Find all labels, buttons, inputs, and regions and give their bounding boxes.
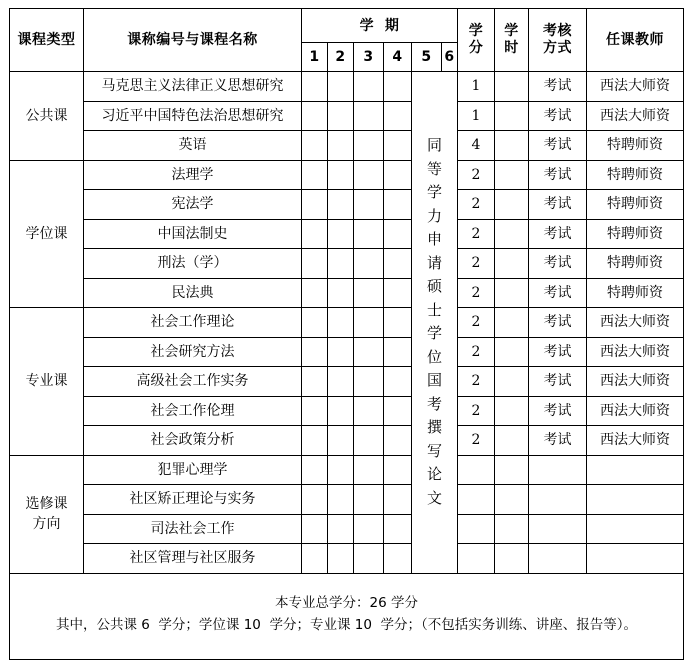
term-cell bbox=[302, 72, 328, 102]
credit-value: 2 bbox=[458, 278, 495, 308]
term-cell bbox=[354, 485, 384, 515]
course-table bbox=[9, 8, 684, 660]
course-name: 宪法学 bbox=[84, 190, 302, 220]
term-cell bbox=[328, 72, 354, 102]
credit-value: 2 bbox=[458, 249, 495, 279]
term-cell bbox=[354, 101, 384, 131]
term-cell bbox=[328, 308, 354, 338]
assessment-value: 考试 bbox=[529, 308, 587, 338]
table-row bbox=[10, 485, 684, 515]
course-name: 犯罪心理学 bbox=[84, 455, 302, 485]
credit-value: 2 bbox=[458, 219, 495, 249]
term-cell bbox=[328, 544, 354, 574]
course-name: 社会研究方法 bbox=[84, 337, 302, 367]
credit-value: 2 bbox=[458, 160, 495, 190]
term-cell bbox=[384, 367, 412, 397]
credit-value bbox=[458, 544, 495, 574]
credit-breakdown: 其中，公共课 6 学分；学位课 10 学分；专业课 10 学分；（不包括实务训练、讲座、报告等）。 bbox=[55, 616, 638, 633]
course-name: 社会政策分析 bbox=[84, 426, 302, 456]
course-name: 刑法（学） bbox=[84, 249, 302, 279]
term-cell bbox=[354, 426, 384, 456]
term-cell bbox=[354, 190, 384, 220]
term-cell bbox=[384, 544, 412, 574]
term-cell bbox=[328, 455, 354, 485]
term-cell bbox=[354, 219, 384, 249]
table-row bbox=[10, 278, 684, 308]
term-cell bbox=[384, 160, 412, 190]
term-cell bbox=[328, 396, 354, 426]
table-row bbox=[10, 396, 684, 426]
assessment-value bbox=[529, 485, 587, 515]
hours-value bbox=[495, 308, 529, 338]
term-cell bbox=[328, 426, 354, 456]
term-1: 1 bbox=[302, 43, 328, 72]
hours-value bbox=[495, 544, 529, 574]
term-cell bbox=[302, 219, 328, 249]
assessment-value: 考试 bbox=[529, 190, 587, 220]
term-cell bbox=[302, 544, 328, 574]
header-assessment: 考核方式 bbox=[529, 9, 587, 72]
header-course-type: 课程类型 bbox=[10, 9, 84, 72]
hours-value bbox=[495, 426, 529, 456]
term-cell bbox=[302, 101, 328, 131]
term-4: 4 bbox=[384, 43, 412, 72]
table-row bbox=[10, 219, 684, 249]
teacher-value: 西法大师资 bbox=[587, 72, 684, 102]
term-cell bbox=[328, 190, 354, 220]
credit-value: 1 bbox=[458, 101, 495, 131]
term-cell bbox=[328, 337, 354, 367]
teacher-value: 西法大师资 bbox=[587, 396, 684, 426]
hours-value bbox=[495, 190, 529, 220]
credit-value: 1 bbox=[458, 72, 495, 102]
term-cell bbox=[302, 426, 328, 456]
table-row bbox=[10, 544, 684, 574]
assessment-value: 考试 bbox=[529, 131, 587, 161]
table-row bbox=[10, 160, 684, 190]
teacher-value: 特聘师资 bbox=[587, 278, 684, 308]
term-cell bbox=[328, 367, 354, 397]
term-cell bbox=[384, 396, 412, 426]
teacher-value: 特聘师资 bbox=[587, 160, 684, 190]
hours-value bbox=[495, 455, 529, 485]
assessment-value: 考试 bbox=[529, 219, 587, 249]
credit-value bbox=[458, 485, 495, 515]
assessment-value: 考试 bbox=[529, 101, 587, 131]
term-cell bbox=[384, 337, 412, 367]
teacher-value bbox=[587, 485, 684, 515]
hours-value bbox=[495, 131, 529, 161]
course-name: 社区管理与社区服务 bbox=[84, 544, 302, 574]
term-cell bbox=[384, 485, 412, 515]
teacher-value bbox=[587, 514, 684, 544]
course-name: 马克思主义法律正义思想研究 bbox=[84, 72, 302, 102]
term-cell bbox=[328, 101, 354, 131]
assessment-value: 考试 bbox=[529, 426, 587, 456]
course-name: 社会工作理论 bbox=[84, 308, 302, 338]
table-row bbox=[10, 367, 684, 397]
teacher-value: 西法大师资 bbox=[587, 308, 684, 338]
term-cell bbox=[384, 72, 412, 102]
credit-value: 2 bbox=[458, 337, 495, 367]
term-cell bbox=[302, 160, 328, 190]
term-cell bbox=[354, 278, 384, 308]
term-cell bbox=[384, 249, 412, 279]
course-name: 社会工作伦理 bbox=[84, 396, 302, 426]
table-row bbox=[10, 308, 684, 338]
term-cell bbox=[328, 514, 354, 544]
credit-value bbox=[458, 514, 495, 544]
term-cell bbox=[302, 514, 328, 544]
table-row bbox=[10, 514, 684, 544]
term-cell bbox=[384, 190, 412, 220]
term-cell bbox=[354, 160, 384, 190]
table-row bbox=[10, 337, 684, 367]
teacher-value: 特聘师资 bbox=[587, 219, 684, 249]
term-5: 5 bbox=[412, 43, 442, 72]
assessment-value: 考试 bbox=[529, 337, 587, 367]
credit-value: 2 bbox=[458, 367, 495, 397]
term-cell bbox=[384, 308, 412, 338]
hours-value bbox=[495, 219, 529, 249]
term-cell bbox=[384, 426, 412, 456]
footer-summary bbox=[10, 573, 684, 659]
credit-value bbox=[458, 455, 495, 485]
term-cell bbox=[384, 514, 412, 544]
header-term: 学 期 bbox=[302, 9, 458, 43]
header-teacher: 任课教师 bbox=[587, 9, 684, 72]
table-row bbox=[10, 131, 684, 161]
term-cell bbox=[354, 337, 384, 367]
hours-value bbox=[495, 101, 529, 131]
course-name: 社区矫正理论与实务 bbox=[84, 485, 302, 515]
hours-value bbox=[495, 249, 529, 279]
credit-value: 2 bbox=[458, 426, 495, 456]
term-cell bbox=[328, 278, 354, 308]
credit-value: 2 bbox=[458, 190, 495, 220]
teacher-value: 西法大师资 bbox=[587, 337, 684, 367]
term-cell bbox=[354, 455, 384, 485]
hours-value bbox=[495, 514, 529, 544]
term-cell bbox=[302, 190, 328, 220]
term-cell bbox=[302, 278, 328, 308]
hours-value bbox=[495, 278, 529, 308]
assessment-value bbox=[529, 514, 587, 544]
teacher-value: 西法大师资 bbox=[587, 101, 684, 131]
assessment-value: 考试 bbox=[529, 249, 587, 279]
course-name: 中国法制史 bbox=[84, 219, 302, 249]
term-cell bbox=[302, 455, 328, 485]
term-cell bbox=[354, 131, 384, 161]
term-cell bbox=[354, 396, 384, 426]
course-name: 习近平中国特色法治思想研究 bbox=[84, 101, 302, 131]
course-name: 民法典 bbox=[84, 278, 302, 308]
merged-note: 同等学力申请硕士学位国考 撰写论文 bbox=[412, 72, 458, 574]
hours-value bbox=[495, 160, 529, 190]
term-3: 3 bbox=[354, 43, 384, 72]
table-row bbox=[10, 455, 684, 485]
teacher-value: 特聘师资 bbox=[587, 131, 684, 161]
term-cell bbox=[384, 101, 412, 131]
hours-value bbox=[495, 337, 529, 367]
term-6: 6 bbox=[442, 43, 458, 72]
assessment-value: 考试 bbox=[529, 160, 587, 190]
term-cell bbox=[328, 131, 354, 161]
table-row bbox=[10, 426, 684, 456]
credit-value: 4 bbox=[458, 131, 495, 161]
hours-value bbox=[495, 485, 529, 515]
header-credit: 学分 bbox=[458, 9, 495, 72]
term-cell bbox=[354, 514, 384, 544]
assessment-value bbox=[529, 544, 587, 574]
term-cell bbox=[302, 131, 328, 161]
term-cell bbox=[354, 367, 384, 397]
term-cell bbox=[328, 485, 354, 515]
course-type-cell: 专业课 bbox=[10, 308, 84, 456]
hours-value bbox=[495, 367, 529, 397]
credit-value: 2 bbox=[458, 396, 495, 426]
assessment-value: 考试 bbox=[529, 72, 587, 102]
term-cell bbox=[302, 308, 328, 338]
teacher-value: 西法大师资 bbox=[587, 426, 684, 456]
table-row bbox=[10, 190, 684, 220]
term-cell bbox=[302, 485, 328, 515]
table-row bbox=[10, 249, 684, 279]
course-name: 英语 bbox=[84, 131, 302, 161]
header-hours: 学时 bbox=[495, 9, 529, 72]
course-name: 司法社会工作 bbox=[84, 514, 302, 544]
term-cell bbox=[302, 337, 328, 367]
term-cell bbox=[328, 219, 354, 249]
assessment-value: 考试 bbox=[529, 396, 587, 426]
term-cell bbox=[328, 249, 354, 279]
teacher-value: 西法大师资 bbox=[587, 367, 684, 397]
teacher-value: 特聘师资 bbox=[587, 249, 684, 279]
course-name: 高级社会工作实务 bbox=[84, 367, 302, 397]
total-credits: 本专业总学分：26 学分 bbox=[275, 594, 418, 611]
term-cell bbox=[302, 367, 328, 397]
assessment-value bbox=[529, 455, 587, 485]
term-cell bbox=[384, 131, 412, 161]
term-cell bbox=[354, 72, 384, 102]
table-row bbox=[10, 101, 684, 131]
course-name: 法理学 bbox=[84, 160, 302, 190]
term-cell bbox=[354, 249, 384, 279]
hours-value bbox=[495, 72, 529, 102]
hours-value bbox=[495, 396, 529, 426]
teacher-value bbox=[587, 455, 684, 485]
header-course-name: 课称编号与课程名称 bbox=[84, 9, 302, 72]
teacher-value bbox=[587, 544, 684, 574]
course-type-cell: 学位课 bbox=[10, 160, 84, 308]
course-type-cell: 公共课 bbox=[10, 72, 84, 161]
course-type-cell: 选修课方向 bbox=[10, 455, 84, 573]
term-cell bbox=[384, 278, 412, 308]
term-cell bbox=[302, 396, 328, 426]
term-cell bbox=[384, 219, 412, 249]
term-cell bbox=[354, 308, 384, 338]
credit-value: 2 bbox=[458, 308, 495, 338]
teacher-value: 特聘师资 bbox=[587, 190, 684, 220]
term-2: 2 bbox=[328, 43, 354, 72]
term-cell bbox=[354, 544, 384, 574]
assessment-value: 考试 bbox=[529, 367, 587, 397]
footer-row bbox=[10, 573, 684, 659]
assessment-value: 考试 bbox=[529, 278, 587, 308]
term-cell bbox=[328, 160, 354, 190]
term-cell bbox=[384, 455, 412, 485]
table-row bbox=[10, 72, 684, 102]
term-cell bbox=[302, 249, 328, 279]
